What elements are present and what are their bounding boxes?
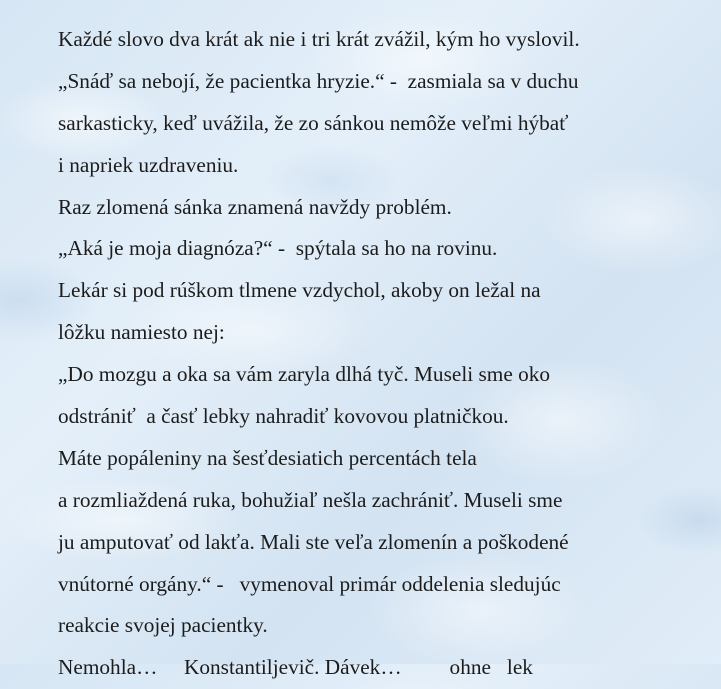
- text-line: Raz zlomená sánka znamená navždy problém.: [58, 194, 452, 219]
- text-line: „Do mozgu a oka sa vám zaryla dlhá tyč. Museli sme oko: [58, 362, 551, 387]
- text-line: odstrániť a časť lebky nahradiť kovovou platničkou.: [58, 404, 509, 429]
- text-line: a rozmliaždená ruka, bohužiaľ nešla zachrániť. Museli sme: [58, 487, 563, 512]
- text-line: Každé slovo dva krát ak nie i tri krát zvážil, kým ho vyslovil.: [58, 27, 580, 51]
- text-line: „Aká je moja diagnóza?“ - spýtala sa ho na rovinu.: [58, 236, 498, 261]
- document-body: [58, 19, 708, 689]
- text-line: Máte popáleniny na šesťdesiatich percentách tela: [58, 445, 477, 470]
- text-line: vnútorné orgány.“ - vymenoval primár oddelenia sledujúc: [58, 571, 561, 596]
- text-line: Lekár si pod rúškom tlmene vzdychol, akoby on ležal na: [58, 278, 541, 303]
- text-line: lôžku namiesto nej:: [58, 320, 225, 345]
- text-line: ju amputovať od lakťa. Mali ste veľa zlomenín a poškodené: [58, 529, 569, 554]
- text-line: sarkasticky, keď uvážila, že zo sánkou nemôže veľmi hýbať: [58, 110, 569, 135]
- text-line: „Snáď sa nebojí, že pacientka hryzie.“ - zasmiala sa v duchu: [58, 68, 579, 93]
- text-line-partial: Nemohla… Konstantiljevič. Dávek… ohne lek: [58, 655, 533, 680]
- text-line: i napriek uzdraveniu.: [58, 152, 239, 177]
- text-line: reakcie svojej pacientky.: [58, 613, 268, 638]
